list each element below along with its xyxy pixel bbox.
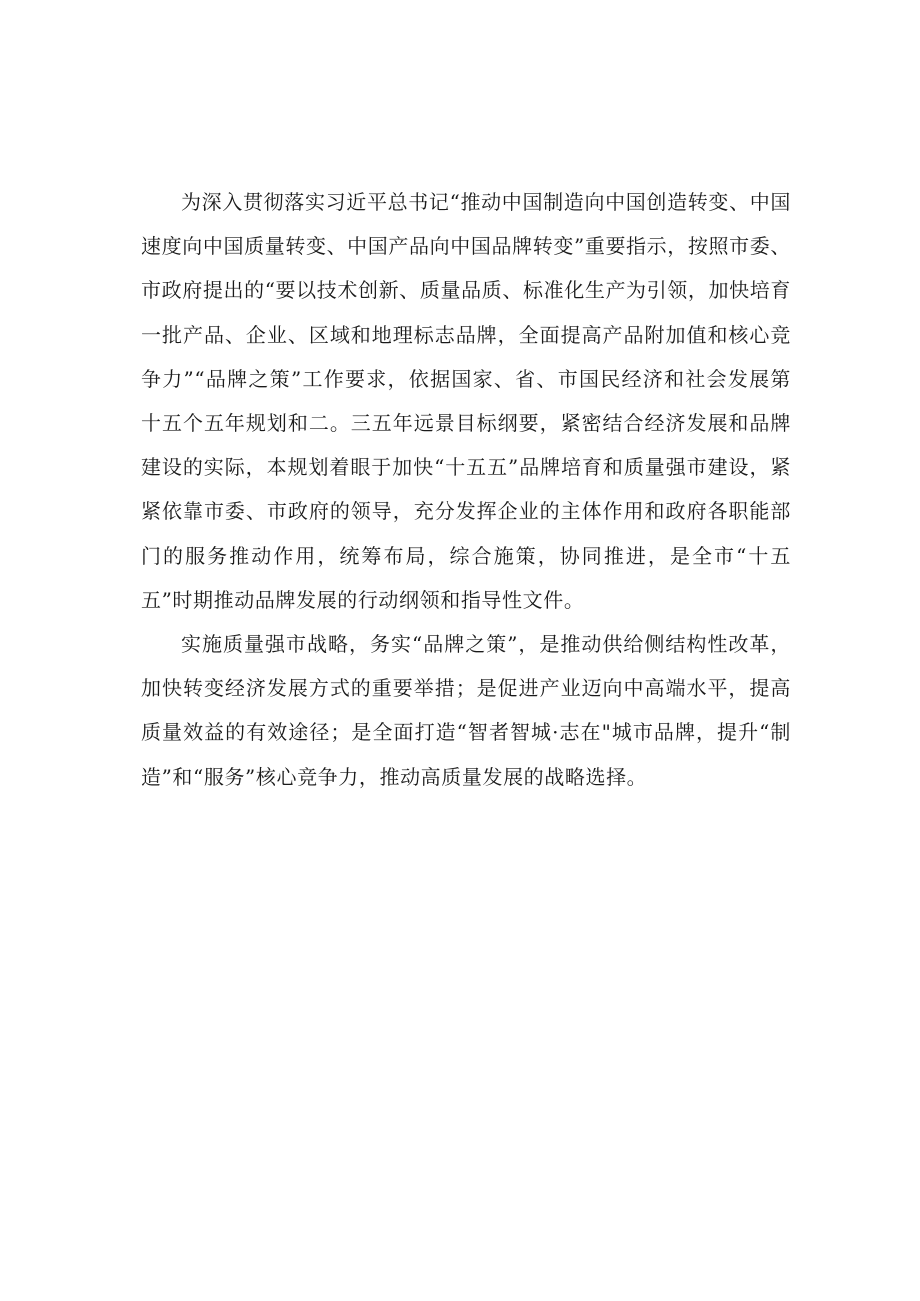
- document-body: [141, 180, 791, 799]
- paragraph-strategy: 实施质量强市战略，务实“品牌之策”，是推动供给侧结构性改革，加快转变经济发展方式的重要举措；是促进产业迈向中高端水平，提高质量效益的有效途径；是全面打造“智者智城·志在"城市品牌，提升“制造”和“服务”核心竞争力，推动高质量发展的战略选择。: [141, 632, 791, 789]
- paragraph-intro: 为深入贯彻落实习近平总书记“推动中国制造向中国创造转变、中国速度向中国质量转变、中国产品向中国品牌转变”重要指示，按照市委、市政府提出的“要以技术创新、质量品质、标准化生产为引领，加快培育一批产品、企业、区域和地理标志品牌，全面提高产品附加值和核心竞争力”“品牌之策”工作要求，依据国家、省、市国民经济和社会发展第十五个五年规划和二。三五年远景目标纲要，紧密结合经济发展和品牌建设的实际，本规划着眼于加快“十五五”品牌培育和质量强市建设，紧紧依靠市委、市政府的领导，充分发挥企业的主体作用和政府各职能部门的服务推动作用，统筹布局，综合施策，协同推进，是全市“十五五”时期推动品牌发展的行动纲领和指导性文件。: [141, 190, 791, 612]
